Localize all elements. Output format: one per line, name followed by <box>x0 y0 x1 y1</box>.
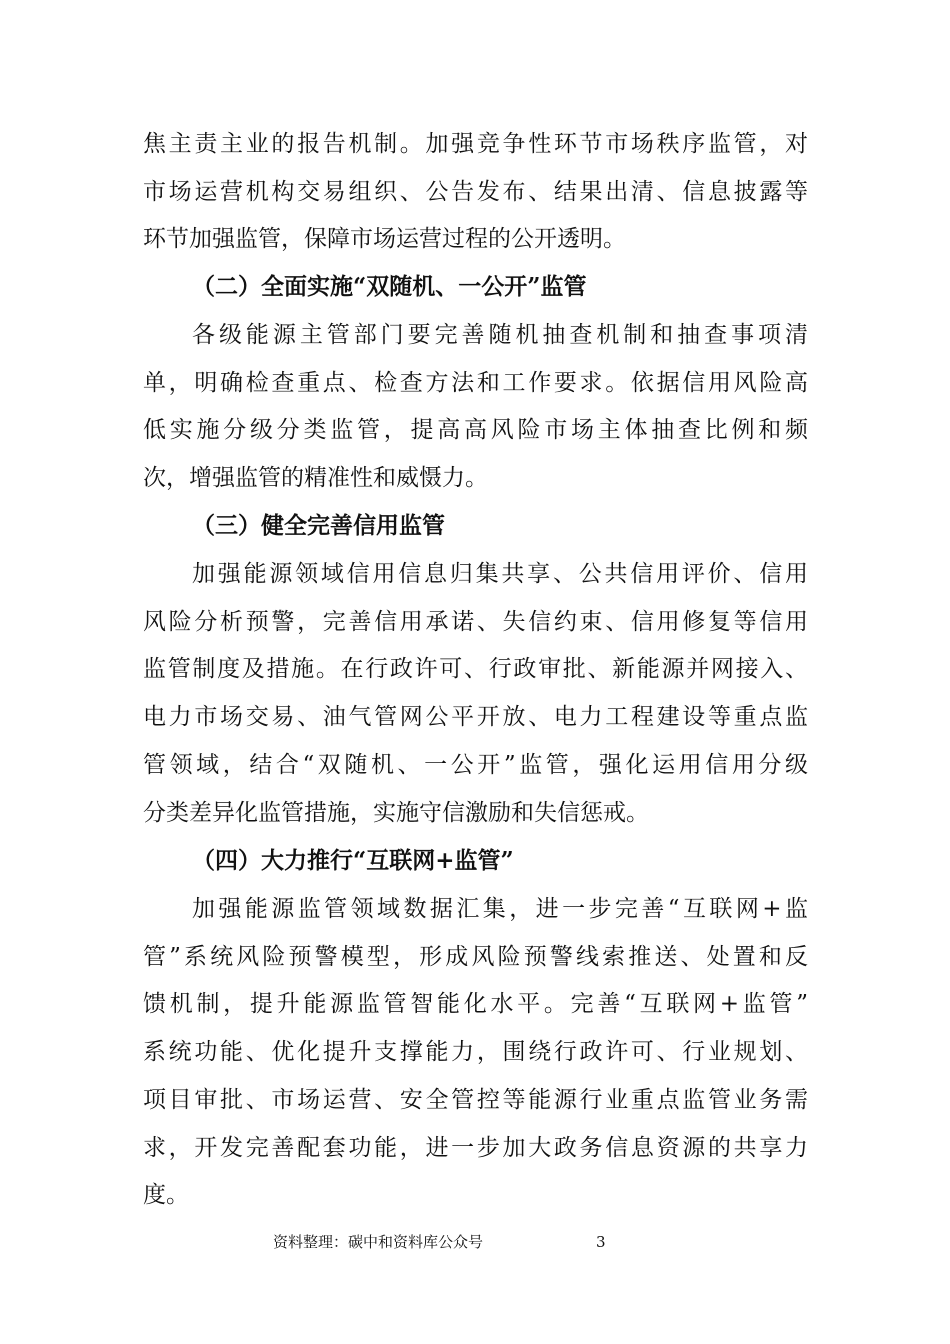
body-line: 管”系统风险预警模型，形成风险预警线索推送、处置和反 <box>143 944 808 970</box>
body-line: 低实施分级分类监管，提高高风险市场主体抽查比例和频 <box>143 417 808 443</box>
body-line: 求，开发完善配套功能，进一步加大政务信息资源的共享力 <box>143 1135 808 1161</box>
body-line: 电力市场交易、油气管网公平开放、电力工程建设等重点监 <box>143 704 808 730</box>
section-heading: （四）大力推行“互联网+监管” <box>192 847 514 874</box>
body-line: 系统功能、优化提升支撑能力，围绕行政许可、行业规划、 <box>143 1039 808 1065</box>
body-line: 风险分析预警，完善信用承诺、失信约束、信用修复等信用 <box>143 609 808 635</box>
body-line: 次，增强监管的精准性和威慑力。 <box>143 465 488 491</box>
page-number: 3 <box>596 1233 606 1251</box>
body-line: 单，明确检查重点、检查方法和工作要求。依据信用风险高 <box>143 370 808 396</box>
body-line: 度。 <box>143 1182 189 1208</box>
section-heading: （二）全面实施“双随机、一公开”监管 <box>192 273 587 300</box>
body-line: 加强能源监管领域数据汇集，进一步完善“互联网+监 <box>192 896 808 922</box>
body-line: 焦主责主业的报告机制。加强竞争性环节市场秩序监管，对 <box>143 131 808 157</box>
body-line: 馈机制，提升能源监管智能化水平。完善“互联网+监管” <box>143 991 808 1017</box>
body-line: 加强能源领域信用信息归集共享、公共信用评价、信用 <box>192 561 808 587</box>
body-line: 项目审批、市场运营、安全管控等能源行业重点监管业务需 <box>143 1087 808 1113</box>
body-line: 市场运营机构交易组织、公告发布、结果出清、信息披露等 <box>143 179 808 205</box>
body-line: 环节加强监管，保障市场运营过程的公开透明。 <box>143 226 626 252</box>
section-heading: （三）健全完善信用监管 <box>192 512 445 539</box>
footer-source: 资料整理：碳中和资料库公众号 <box>273 1233 484 1251</box>
body-line: 分类差异化监管措施，实施守信激励和失信惩戒。 <box>143 800 649 826</box>
body-line: 各级能源主管部门要完善随机抽查机制和抽查事项清 <box>192 322 808 348</box>
body-line: 管领域，结合“双随机、一公开”监管，强化运用信用分级 <box>143 752 808 778</box>
body-line: 监管制度及措施。在行政许可、行政审批、新能源并网接入、 <box>143 656 808 682</box>
